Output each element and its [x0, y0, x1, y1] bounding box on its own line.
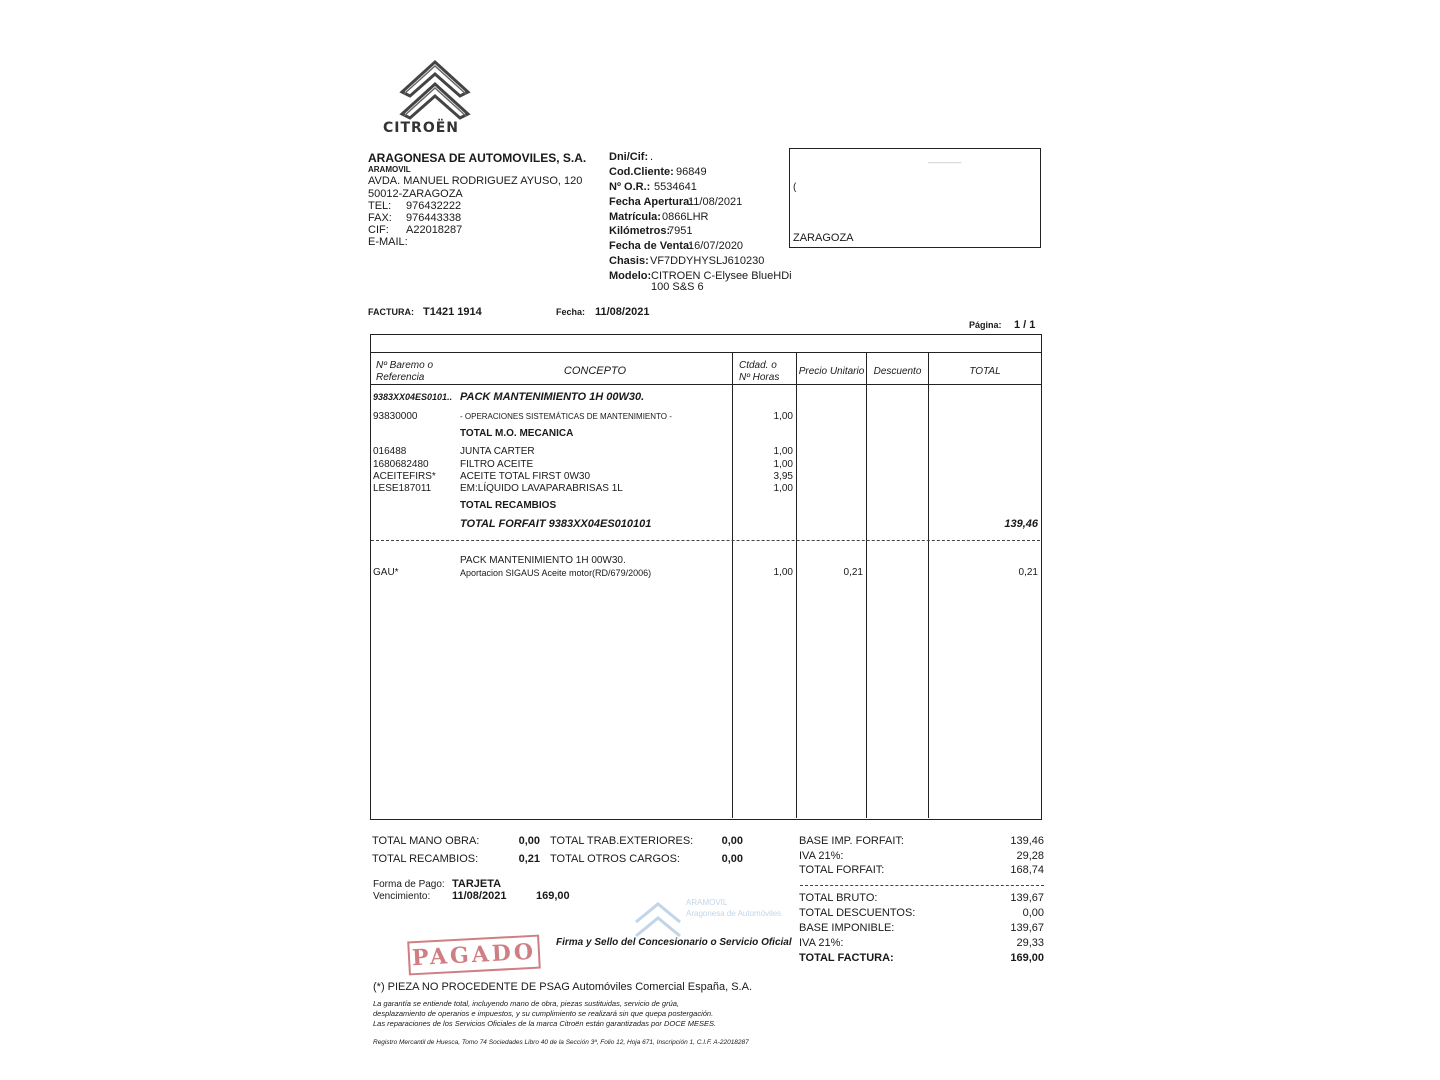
vencimiento-label: Vencimiento: — [373, 891, 431, 902]
fecha-value: 11/08/2021 — [595, 306, 650, 318]
trab-ext-value: 0,00 — [721, 835, 743, 847]
warranty-line-1: La garantía se entiende total, incluyendo mano de obra, piezas sustituidas, servicio de grúa, — [373, 999, 680, 1008]
registro-mercantil: Registro Mercantil de Huesca, Tomo 74 Sociedades Libro 40 de la Sección 3ª, Folio 12, Hoja 671, Inscripción 1, C.I.F. A-22018287 — [373, 1039, 749, 1046]
matricula-value: 0866LHR — [662, 211, 709, 223]
customer-line-2: ( — [793, 182, 797, 193]
descuentos-value: 0,00 — [1022, 907, 1044, 919]
op-desc: - OPERACIONES SISTEMÁTICAS DE MANTENIMIENTO - — [460, 412, 672, 421]
part-qty: 1,00 — [773, 446, 793, 457]
header-cant-2: Nº Horas — [739, 372, 780, 383]
km-value: 7951 — [668, 225, 693, 237]
part-desc: EM:LÍQUIDO LAVAPARABRISAS 1L — [460, 483, 623, 494]
total-forfait-sum-label: TOTAL FORFAIT: — [799, 864, 885, 876]
total-factura-value: 169,00 — [1010, 952, 1044, 964]
factura-label: FACTURA: — [368, 307, 414, 317]
customer-city: ZARAGOZA — [793, 232, 854, 244]
matricula-label: Matrícula: — [609, 211, 661, 223]
mano-obra-label: TOTAL MANO OBRA: — [372, 835, 480, 847]
citroen-logo — [380, 58, 490, 138]
otros-label: TOTAL OTROS CARGOS: — [550, 853, 680, 865]
part-desc: FILTRO ACEITE — [460, 459, 534, 470]
bruto-label: TOTAL BRUTO: — [799, 892, 878, 904]
cif-label: CIF: — [368, 224, 389, 236]
header-ref-2: Referencia — [376, 372, 425, 383]
total-forfait-label: TOTAL FORFAIT 9383XX04ES010101 — [460, 518, 652, 530]
pagado-text: PAGADO — [411, 938, 537, 972]
mano-obra-value: 0,00 — [518, 835, 540, 847]
iva1-label: IVA 21%: — [799, 850, 844, 862]
tel-label: TEL: — [368, 200, 392, 212]
customer-line-1: ______ — [928, 153, 962, 164]
pagina-label: Página: — [969, 320, 1002, 330]
venta-label: Fecha de Venta: — [609, 240, 693, 252]
modelo-label: Modelo: — [609, 270, 652, 282]
pagado-stamp — [407, 935, 541, 976]
header-ref-1: Nº Baremo o — [376, 360, 434, 371]
cif-value: A22018287 — [406, 224, 463, 236]
company-address: AVDA. MANUEL RODRIGUEZ AYUSO, 120 — [368, 175, 583, 187]
otros-value: 0,00 — [721, 853, 743, 865]
apertura-label: Fecha Apertura: — [609, 196, 693, 208]
cod-cliente-value: 96849 — [676, 166, 707, 178]
part-ref: ACEITEFIRS* — [373, 471, 436, 482]
bruto-value: 139,67 — [1010, 892, 1044, 904]
base-imponible-label: BASE IMPONIBLE: — [799, 922, 895, 934]
chasis-label: Chasis: — [609, 255, 649, 267]
iva1-value: 29,28 — [1016, 850, 1044, 862]
km-label: Kilómetros: — [609, 225, 671, 237]
op-qty: 1,00 — [773, 411, 793, 422]
recambios-label: TOTAL RECAMBIOS: — [372, 853, 479, 865]
warranty-line-3: Las reparaciones de los Servicios Oficiales de la marca Citroën están garantizadas por DOCE MESES. — [373, 1019, 717, 1028]
dni-label: Dni/Cif: — [609, 151, 649, 163]
fax-label: FAX: — [368, 212, 392, 224]
venta-value: 16/07/2020 — [688, 240, 744, 252]
company-short: ARAMOVIL — [368, 165, 411, 174]
customer-box — [789, 148, 1041, 248]
base-forfait-label: BASE IMP. FORFAIT: — [799, 835, 904, 847]
iva2-label: IVA 21%: — [799, 937, 844, 949]
modelo-value-2: 100 S&S 6 — [651, 281, 704, 293]
descuentos-label: TOTAL DESCUENTOS: — [799, 907, 916, 919]
cod-cliente-label: Cod.Cliente: — [609, 166, 674, 178]
modelo-value-1: CITROEN C-Elysee BlueHDi — [651, 270, 792, 282]
brand-name: CITROËN — [383, 120, 459, 136]
or-label: Nº O.R.: — [609, 181, 651, 193]
recambios-value: 0,21 — [518, 853, 540, 865]
header-concepto: CONCEPTO — [563, 365, 627, 377]
footer-note: (*) PIEZA NO PROCEDENTE DE PSAG Automóviles Comercial España, S.A. — [373, 981, 753, 993]
pack-title: PACK MANTENIMIENTO 1H 00W30. — [460, 391, 645, 403]
vencimiento-date: 11/08/2021 — [452, 890, 507, 902]
email-label: E-MAIL: — [368, 236, 408, 248]
gau-total: 0,21 — [1018, 567, 1038, 578]
header-cant-1: Ctdad. o — [739, 360, 777, 371]
part-qty: 1,00 — [773, 483, 793, 494]
seal-line-2: Aragonesa de Automóviles — [686, 909, 782, 918]
pack2-title: PACK MANTENIMIENTO 1H 00W30. — [460, 555, 626, 566]
fecha-label: Fecha: — [556, 307, 586, 317]
company-seal — [628, 898, 788, 958]
tel-value: 976432222 — [406, 200, 462, 212]
part-desc: JUNTA CARTER — [460, 446, 535, 457]
part-qty: 1,00 — [773, 459, 793, 470]
part-desc: ACEITE TOTAL FIRST 0W30 — [460, 471, 591, 482]
pack-ref: 9383XX04ES0101.. — [373, 392, 453, 402]
gau-qty: 1,00 — [773, 567, 793, 578]
or-value: 5534641 — [654, 181, 697, 193]
chasis-value: VF7DDYHYSLJ610230 — [650, 255, 765, 267]
iva2-value: 29,33 — [1016, 937, 1044, 949]
dni-value: . — [650, 151, 654, 163]
total-recambios-label: TOTAL RECAMBIOS — [460, 500, 557, 511]
header-descuento: Descuento — [873, 366, 922, 377]
fax-value: 976443338 — [406, 212, 462, 224]
part-ref: 016488 — [373, 446, 407, 457]
forma-pago-label: Forma de Pago: — [373, 879, 445, 890]
seal-line-1: ARAMOVIL — [686, 898, 728, 907]
vencimiento-amount: 169,00 — [536, 890, 570, 902]
base-forfait-value: 139,46 — [1010, 835, 1044, 847]
gau-desc: Aportacion SIGAUS Aceite motor(RD/679/2006) — [460, 568, 652, 578]
gau-ref: GAU* — [373, 567, 399, 578]
total-mo-label: TOTAL M.O. MECANICA — [460, 428, 574, 439]
company-name: ARAGONESA DE AUTOMOVILES, S.A. — [368, 151, 587, 165]
warranty-line-2: desplazamiento de operarios e impuestos, y su cumplimiento se realizará sin que quepa postergación. — [373, 1009, 714, 1018]
gau-price: 0,21 — [843, 567, 863, 578]
firma-label: Firma y Sello del Concesionario o Servicio Oficial — [556, 937, 792, 948]
total-factura-label: TOTAL FACTURA: — [799, 952, 894, 964]
company-city: 50012-ZARAGOZA — [368, 188, 463, 200]
header-total: TOTAL — [969, 366, 1001, 377]
base-imponible-value: 139,67 — [1010, 922, 1044, 934]
total-forfait-value: 139,46 — [1004, 518, 1038, 530]
total-forfait-sum-value: 168,74 — [1010, 864, 1044, 876]
chevrons-icon — [380, 58, 490, 120]
forma-pago-value: TARJETA — [452, 878, 502, 890]
part-ref: 1680682480 — [373, 459, 429, 470]
factura-number: T1421 1914 — [423, 306, 482, 318]
op-ref: 93830000 — [373, 411, 418, 422]
part-ref: LESE187011 — [373, 483, 432, 494]
pagina-value: 1 / 1 — [1014, 319, 1036, 331]
header-precio: Precio Unitario — [798, 366, 865, 377]
apertura-value: 11/08/2021 — [688, 196, 743, 208]
part-qty: 3,95 — [773, 471, 793, 482]
trab-ext-label: TOTAL TRAB.EXTERIORES: — [550, 835, 694, 847]
